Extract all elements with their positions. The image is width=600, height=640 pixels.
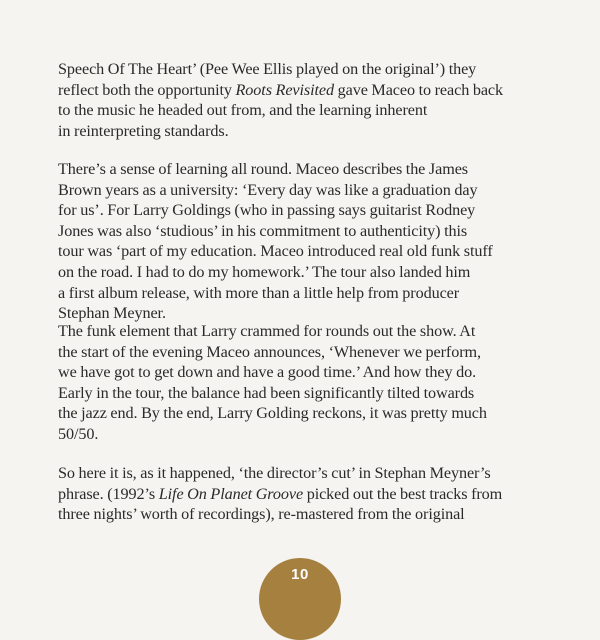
text-line: Early in the tour, the balance had been significantly tilted towards	[58, 383, 475, 402]
paragraph-1	[58, 59, 558, 141]
text-line: the jazz end. By the end, Larry Golding reckons, it was pretty much	[58, 404, 487, 423]
page-number-badge	[259, 558, 341, 640]
text-line: for us’. For Larry Goldings (who in passing says guitarist Rodney	[58, 201, 476, 220]
text-line: phrase. (1992’s Life On Planet Groove picked out the best tracks from	[58, 484, 503, 503]
italic-title: Roots Revisited	[235, 80, 334, 99]
text-line: Speech Of The Heart’ (Pee Wee Ellis played on the original’) they	[58, 60, 477, 78]
text-line: we have got to get down and have a good time.’ And how they do.	[58, 363, 477, 382]
text-line: on the road. I had to do my homework.’ The tour also landed him	[58, 262, 471, 281]
text-line: reflect both the opportunity Roots Revisited gave Maceo to reach back	[58, 80, 503, 99]
text-line: Stephan Meyner.	[58, 304, 166, 323]
text-line: the start of the evening Maceo announces, ‘Whenever we perform,	[58, 342, 481, 361]
text-line: three nights’ worth of recordings), re-mastered from the original	[58, 505, 465, 524]
text-line: 50/50.	[58, 424, 99, 443]
paragraph-4	[58, 463, 558, 525]
italic-title: Life On Planet Groove	[158, 484, 304, 503]
text-line: Jones was also ‘studious’ in his commitment to authenticity) this	[58, 221, 468, 240]
text-line: in reinterpreting standards.	[58, 121, 229, 140]
paragraph-2	[58, 159, 558, 324]
page-number: 10	[291, 566, 309, 583]
text-line: to the music he headed out from, and the learning inherent	[58, 101, 428, 120]
text-line: So here it is, as it happened, ‘the director’s cut’ in Stephan Meyner’s	[58, 464, 491, 482]
paragraph-3	[58, 321, 558, 445]
text-line: tour was ‘part of my education. Maceo introduced real old funk stuff	[58, 242, 493, 261]
text-line: a first album release, with more than a little help from producer	[58, 283, 460, 302]
text-line: The funk element that Larry crammed for rounds out the show. At	[58, 322, 476, 340]
text-line: There’s a sense of learning all round. Maceo describes the James	[58, 160, 468, 178]
text-line: Brown years as a university: ‘Every day was like a graduation day	[58, 180, 478, 199]
